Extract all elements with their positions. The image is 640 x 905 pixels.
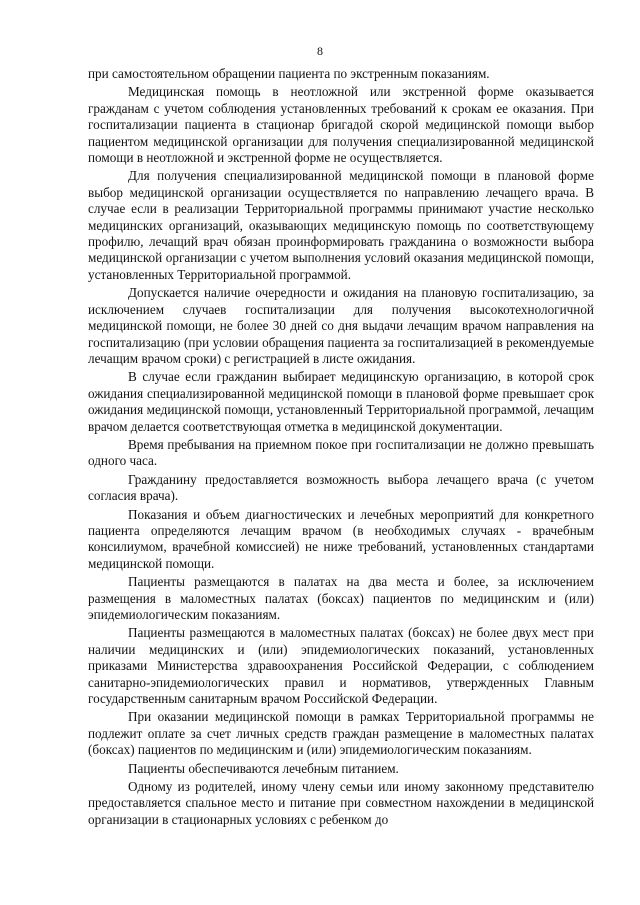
- paragraph-ward-placement: Пациенты размещаются в палатах на два места и более, за исключением размещения в маломестных палатах (боксах) пациентов по медицинским и (или) эпидемиологическим показаниям.: [88, 574, 594, 622]
- body-text: [88, 66, 594, 828]
- paragraph-diagnostics: Показания и объем диагностических и лечебных мероприятий для конкретного пациента определяются лечащим врачом (в необходимых случаях - врачебным консилиумом, врачебной комиссией) не ниже требований, установленных стандартами медицинской помощи.: [88, 506, 594, 571]
- paragraph-continuation: при самостоятельном обращении пациента по экстренным показаниям.: [88, 66, 490, 81]
- paragraph-nutrition: Пациенты обеспечиваются лечебным питанием.: [128, 760, 399, 776]
- paragraph-parent-accommodation: Одному из родителей, иному члену семьи или иному законному представителю предоставляется спальное место и питание при совместном нахождении в медицинской организации в стационарных условиях с ребенком до: [88, 779, 594, 827]
- paragraph-no-payment: При оказании медицинской помощи в рамках Территориальной программы не подлежит оплате за счет личных средств граждан размещение в маломестных палатах (боксах) пациентов по медицинским и (или) эпидемиологическим показаниям.: [88, 709, 594, 758]
- paragraph-doctor-choice: Гражданину предоставляется возможность выбора лечащего врача (с учетом согласия врача).: [88, 471, 594, 504]
- page-number: 8: [317, 44, 323, 58]
- paragraph-waiting-list: Допускается наличие очередности и ожидания на плановую госпитализацию, за исключением случаев госпитализации для получения высокотехнологичной медицинской помощи, не более 30 дней со дня выдачи лечащим врачом направления на госпитализацию (при условии обращения пациента за госпитализацией в рекомендуемые лечащим врачом сроки) с регистрацией в листе ожидания.: [88, 285, 594, 366]
- paragraph-small-wards: Пациенты размещаются в маломестных палатах (боксах) не более двух мест при наличии медицинских и (или) эпидемиологических показаний, установленных приказами Министерства здравоохранения Российской Федерации, с соблюдением санитарно-эпидемиологических правил и нормативов, утвержденных Главным государственным санитарным врачом Российской Федерации.: [88, 625, 594, 707]
- paragraph-emergency-care: Медицинская помощь в неотложной или экстренной форме оказывается гражданам с учетом соблюдения установленных требований к срокам ее оказания. При госпитализации пациента в стационар бригадой скорой медицинской помощи выбор пациентом медицинской организации для получения специализированной медицинской помощи в неотложной и экстренной форме не осуществляется.: [88, 84, 594, 166]
- paragraph-planned-care-choice: Для получения специализированной медицинской помощи в плановой форме выбор медицинской организации осуществляется по направлению лечащего врача. В случае если в реализации Территориальной программы принимают участие несколько медицинских организаций, оказывающих медицинскую помощь по соответствующему профилю, лечащий врач обязан проинформировать гражданина о возможности выбора медицинской организации с учетом выполнения условий оказания медицинской помощи, установленных Территориальной программой.: [88, 168, 594, 282]
- paragraph-waiting-exceeded: В случае если гражданин выбирает медицинскую организацию, в которой срок ожидания специализированной медицинской помощи в плановой форме превышает срок ожидания медицинской помощи, установленный Территориальной программой, лечащим врачом делается соответствующая отметка в медицинской документации.: [88, 369, 594, 434]
- paragraph-admission-time: Время пребывания на приемном покое при госпитализации не должно превышать одного часа.: [88, 436, 594, 469]
